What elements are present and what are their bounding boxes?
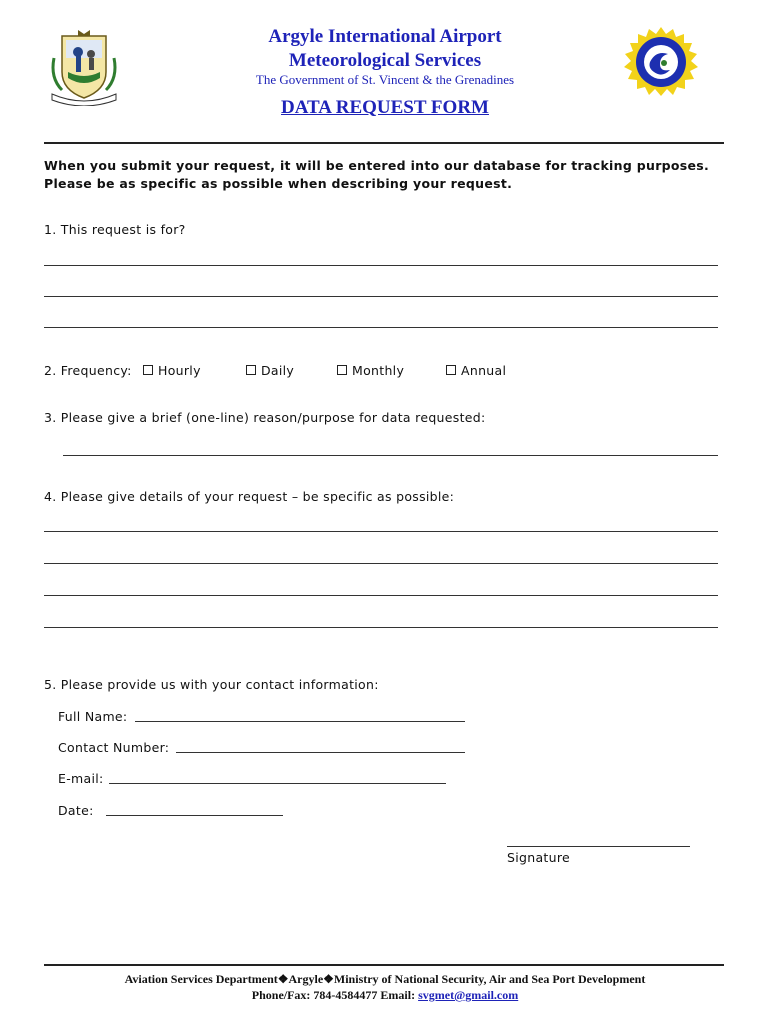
full-name-label: Full Name:: [58, 709, 128, 724]
contact-number-label: Contact Number:: [58, 740, 170, 755]
question-2-label: 2. Frequency:: [44, 363, 132, 378]
form-title: DATA REQUEST FORM: [281, 97, 489, 118]
header-title: Argyle International Airport: [268, 26, 502, 47]
contact-number-field[interactable]: [176, 752, 465, 753]
question-5-label: 5. Please provide us with your contact information:: [44, 677, 379, 692]
full-name-field[interactable]: [135, 721, 465, 722]
frequency-option-monthly[interactable]: Monthly: [337, 363, 404, 378]
question-1-line-1[interactable]: [44, 265, 718, 266]
footer-contact: Phone/Fax: 784-4584477 Email: svgmet@gmail.com: [251, 988, 519, 1002]
question-4-line-1[interactable]: [44, 531, 718, 532]
checkbox-icon[interactable]: [143, 365, 153, 375]
footer-divider: [44, 964, 724, 966]
header-divider: [44, 142, 724, 144]
question-4-line-3[interactable]: [44, 595, 718, 596]
checkbox-icon[interactable]: [446, 365, 456, 375]
question-1-line-3[interactable]: [44, 327, 718, 328]
frequency-option-annual[interactable]: Annual: [446, 363, 506, 378]
date-field[interactable]: [106, 815, 283, 816]
date-label: Date:: [58, 803, 94, 818]
frequency-option-daily[interactable]: Daily: [246, 363, 294, 378]
email-field[interactable]: [109, 783, 446, 784]
question-4-label: 4. Please give details of your request – be specific as possible:: [44, 489, 455, 504]
checkbox-icon[interactable]: [246, 365, 256, 375]
question-4-line-4[interactable]: [44, 627, 718, 628]
question-1-line-2[interactable]: [44, 296, 718, 297]
frequency-option-hourly[interactable]: Hourly: [143, 363, 201, 378]
question-3-line[interactable]: [63, 455, 718, 456]
question-1-label: 1. This request is for?: [44, 222, 186, 237]
footer-department: Aviation Services Department❖Argyle❖Ministry of National Security, Air and Sea Port Development: [124, 972, 646, 986]
header-subtitle: Meteorological Services: [288, 50, 482, 71]
signature-label: Signature: [507, 850, 571, 865]
header-government: The Government of St. Vincent & the Grenadines: [255, 72, 515, 87]
question-4-line-2[interactable]: [44, 563, 718, 564]
email-label: E-mail:: [58, 771, 104, 786]
checkbox-icon[interactable]: [337, 365, 347, 375]
email-link[interactable]: svgmet@gmail.com: [418, 988, 519, 1002]
intro-line-1: When you submit your request, it will be entered into our database for tracking purposes.: [44, 158, 710, 173]
intro-line-2: Please be as specific as possible when describing your request.: [44, 176, 513, 191]
signature-field[interactable]: [507, 846, 690, 847]
question-3-label: 3. Please give a brief (one-line) reason/purpose for data requested:: [44, 410, 486, 425]
